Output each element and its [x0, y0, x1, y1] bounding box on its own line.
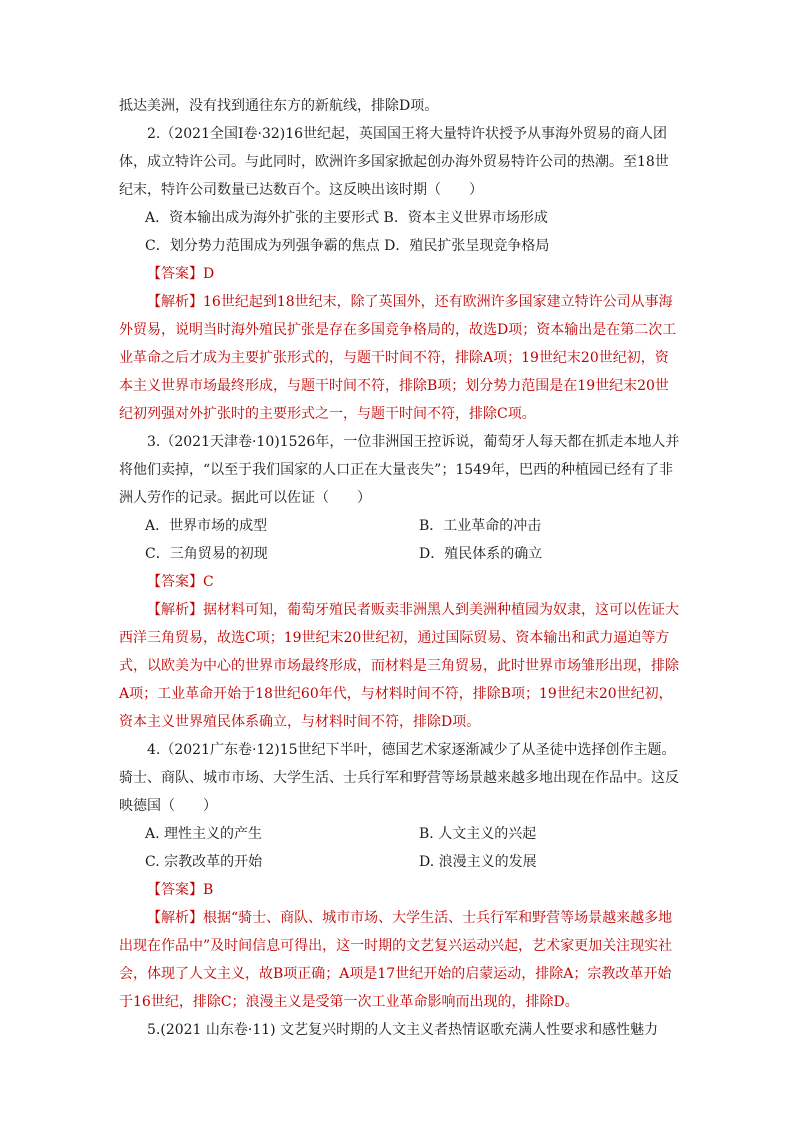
option-text: A．世界市场的成型 — [145, 518, 268, 534]
option-text: A. 理性主义的产生 — [145, 826, 263, 842]
answer-line: A项；工业革命开始于18世纪60年代，与材料时间不符，排除B项；19世纪末20世纪初， — [119, 686, 673, 702]
text-line: 5.(2021 山东卷·11) 文艺复兴时期的人文主义者热情讴歌充满人性要求和感性魅力 — [147, 1022, 659, 1038]
text-line: 纪末，特许公司数量已达数百个。这反映出该时期（ ） — [119, 182, 483, 198]
answer-line: 【答案】C — [147, 574, 214, 590]
answer-line: 【答案】D — [147, 266, 215, 282]
text-line: 3.（2021天津卷·10)1526年，一位非洲国王控诉说，葡萄牙人每天都在抓走本地人并 — [147, 434, 680, 450]
option-text: B. 人文主义的兴起 — [419, 826, 537, 842]
answer-line: 【答案】B — [147, 882, 214, 898]
text-line: 洲人劳作的记录。据此可以佐证（ ） — [119, 490, 371, 506]
answer-line: 纪初列强对外扩张时的主要形式之一，与题干时间不符，排除C项。 — [119, 406, 536, 422]
option-text: D．殖民体系的确立 — [419, 546, 543, 562]
answer-line: 式，以欧美为中心的世界市场最终形成，而材料是三角贸易，此时世界市场雏形出现，排除 — [119, 658, 679, 674]
text-line: 体，成立特许公司。与此同时，欧洲许多国家掀起创办海外贸易特许公司的热潮。至18世 — [119, 154, 669, 170]
document-body — [119, 92, 681, 1044]
answer-line: 会，体现了人文主义，故B项正确；A项是17世纪开始的启蒙运动，排除A；宗教改革开始 — [119, 966, 672, 982]
answer-line: 外贸易，说明当时海外殖民扩张是存在多国竞争格局的，故选D项；资本输出是在第二次工 — [119, 322, 677, 338]
option-row — [119, 820, 681, 848]
answer-line: 【解析】根据“骑士、商队、城市市场、大学生活、士兵行军和野营等场景越来越多地 — [147, 910, 673, 926]
text-line: 骑士、商队、城市市场、大学生活、士兵行军和野营等场景越来越多地出现在作品中。这反 — [119, 770, 679, 786]
option-text: D. 浪漫主义的发展 — [419, 854, 537, 870]
option-text: B．工业革命的冲击 — [419, 518, 542, 534]
option-text: C. 宗教改革的开始 — [145, 854, 263, 870]
text-line: 映德国（ ） — [119, 798, 217, 814]
answer-line: 西洋三角贸易，故选C项；19世纪末20世纪初，通过国际贸易、资本输出和武力逼迫等方 — [119, 630, 670, 646]
text-line: 2.（2021全国Ⅰ卷·32)16世纪起，英国国王将大量特许状授予从事海外贸易的商人团 — [147, 126, 668, 142]
answer-line: 【解析】16世纪起到18世纪末，除了英国外，还有欧洲许多国家建立特许公司从事海 — [147, 294, 673, 310]
answer-line: 资本主义世界殖民体系确立，与材料时间不符，排除D项。 — [119, 714, 481, 730]
answer-line: 于16世纪，排除C；浪漫主义是受第一次工业革命影响而出现的，排除D。 — [119, 994, 579, 1010]
text-line: A．资本输出成为海外扩张的主要形式 B．资本主义世界市场形成 — [145, 210, 548, 226]
answer-line: 本主义世界市场最终形成，与题干时间不符，排除B项；划分势力范围是在19世纪末20世 — [119, 378, 669, 394]
option-row — [119, 540, 681, 568]
option-row — [119, 512, 681, 540]
answer-line: 【解析】据材料可知，葡萄牙殖民者贩卖非洲黑人到美洲种植园为奴隶，这可以佐证大 — [147, 602, 679, 618]
option-text: C．三角贸易的初现 — [145, 546, 268, 562]
text-line: 4.（2021广东卷·12)15世纪下半叶，德国艺术家逐渐减少了从圣徒中选择创作主题。 — [147, 742, 676, 758]
answer-line: 出现在作品中”及时间信息可得出，这一时期的文艺复兴运动兴起，艺术家更加关注现实社 — [119, 938, 673, 954]
option-row — [119, 848, 681, 876]
text-line: 将他们卖掉，“以至于我们国家的人口正在大量丧失”；1549年，巴西的种植园已经有了非 — [119, 462, 673, 478]
text-line: 抵达美洲，没有找到通往东方的新航线，排除D项。 — [119, 98, 439, 114]
answer-line: 业革命之后才成为主要扩张形式的，与题干时间不符，排除A项；19世纪末20世纪初，资 — [119, 350, 669, 366]
text-line: C．划分势力范围成为列强争霸的焦点 D．殖民扩张呈现竞争格局 — [145, 238, 550, 254]
